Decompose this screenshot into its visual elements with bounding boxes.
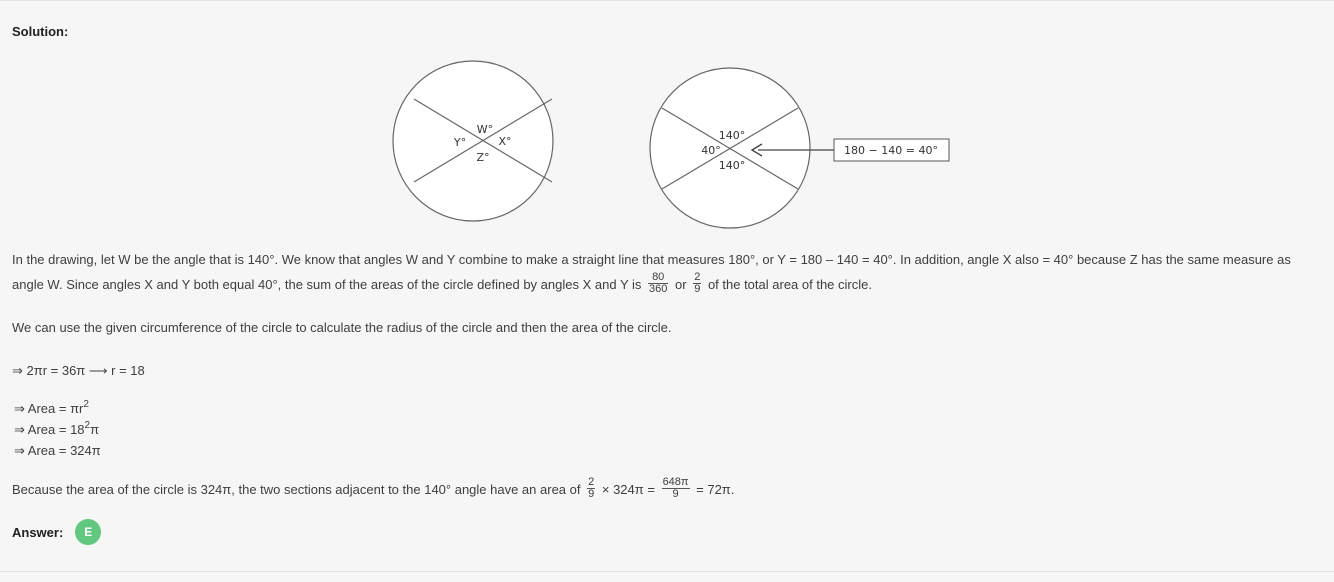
label-z: Z° (476, 151, 490, 164)
answer-row (12, 519, 101, 545)
explanation-paragraph: In the drawing, let W be the angle that is 140°. We know that angles W and Y combine to make a straight line that measures 180°, or Y = 180 – 140 = 40°. In addition, angle X also = 40° because Z has the same measure as angle W. Since angles X and Y both equal 40°, the sum of the areas of the circle defined by angles X and Y is $\frac{80}{360}$ or $\frac{2}{9}$ of the total area of the circle. (12, 252, 1291, 296)
callout-text: 180 − 140 = 40° (844, 144, 938, 157)
callout-box (834, 139, 949, 161)
top-divider (0, 0, 1334, 1)
label-x: X° (498, 135, 512, 148)
conclusion-paragraph: Because the area of the circle is 324π, the two sections adjacent to the 140° angle have an area of $\frac{2}{9}$ × 324π = $\frac{648\pi}{9}$ = 72π. (12, 476, 735, 501)
area-steps (14, 398, 101, 461)
label-left-40: 40° (701, 144, 721, 157)
label-y: Y° (453, 136, 467, 149)
answer-label: Answer: (12, 524, 64, 540)
circumference-paragraph: We can use the given circumference of the circle to calculate the radius of the circle and then the area of the circle. (12, 320, 672, 335)
fraction-648pi-9: $\frac{648\pi}{9}$ (662, 476, 689, 501)
bottom-divider (0, 571, 1334, 572)
fraction-2-9: $\frac{2}{9}$ (588, 476, 595, 501)
label-top-140: 140° (718, 129, 746, 142)
radius-step: ⇒ 2πr = 36π ⟶ r = 18 (12, 363, 145, 378)
fraction-80-360: $\frac{80}{360}$ (649, 271, 668, 296)
right-circle (650, 68, 810, 228)
area-step-3: ⇒ Area = 324π (14, 443, 101, 458)
circle-diagram (390, 55, 960, 240)
label-bottom-140: 140° (718, 159, 746, 172)
answer-badge: E (75, 519, 101, 545)
area-step-1: ⇒ Area = $\pi r^2$ (14, 399, 89, 416)
solution-heading: Solution: (12, 24, 69, 39)
label-w: W° (476, 123, 494, 136)
explanation-text: In the drawing, let W be the angle that is 140°. We know that angles W and Y combine to make a straight line that measures 180°, or Y = 180 – 140 = 40°. In addition, angle X also = 40° because Z has the same measure as angle W. Since angles X and Y both equal 40°, the sum of the areas of the circle defined by angles X and Y is (12, 252, 1291, 292)
area-step-2: ⇒ Area = $18^2\pi$ (14, 420, 100, 437)
fraction-2-9: $\frac{2}{9}$ (694, 271, 701, 296)
left-circle (393, 61, 553, 221)
